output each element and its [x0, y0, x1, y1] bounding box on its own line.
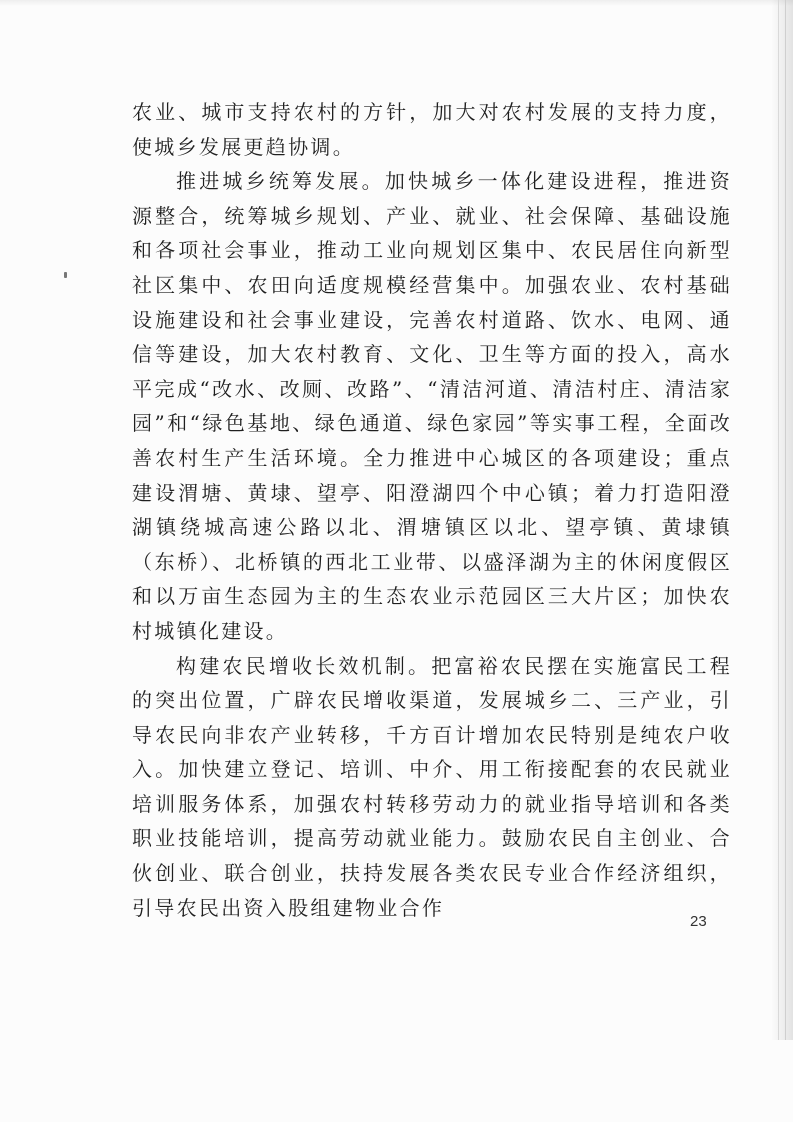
scan-top-edge [0, 0, 793, 6]
paragraph-farmer-income: 构建农民增收长效机制。把富裕农民摆在实施富民工程的突出位置，广辟农民增收渠道，发展城乡二、三产业，引导农民向非农产业转移，千方百计增加农民特别是纯农户收入。加快建立登记、培训、中介、用工衔接配套的农民就业培训服务体系，加强农村转移劳动力的就业指导培训和各类职业技能培训，提高劳动就业能力。鼓励农民自主创业、合伙创业、联合创业，扶持发展各类农民专业合作经济组织，引导农民出资入股组建物业合作 [132, 653, 732, 920]
document-body [132, 95, 732, 925]
page-edge-shadow [771, 0, 793, 1040]
page-edge-line-outer [785, 0, 786, 1040]
page-number: 23 [690, 913, 707, 930]
paragraph-urban-rural-development: 推进城乡统筹发展。加快城乡一体化建设进程，推进资源整合，统筹城乡规划、产业、就业、社会保障、基础设施和各项社会事业，推动工业向规划区集中、农民居住向新型社区集中、农田向适度规模经营集中。加强农业、农村基础设施建设和社会事业建设，完善农村道路、饮水、电网、通信等建设，加大农村教育、文化、卫生等方面的投入，高水平完成“改水、改厕、改路”、“清洁河道、清洁村庄、清洁家园”和“绿色基地、绿色通道、绿色家园”等实事工程，全面改善农村生产生活环境。全力推进中心城区的各项建设；重点建设渭塘、黄埭、望亭、阳澄湖四个中心镇；着力打造阳澄湖镇绕城高速公路以北、渭塘镇区以北、望亭镇、黄埭镇（东桥）、北桥镇的西北工业带、以盛泽湖为主的休闲度假区和以万亩生态园为主的生态农业示范园区三大片区；加快农村城镇化建设。 [132, 169, 732, 643]
scan-speck [64, 272, 67, 278]
paragraph-continued: 农业、城市支持农村的方针，加大对农村发展的支持力度，使城乡发展更趋协调。 [132, 100, 732, 159]
page-edge-line [778, 0, 779, 1040]
